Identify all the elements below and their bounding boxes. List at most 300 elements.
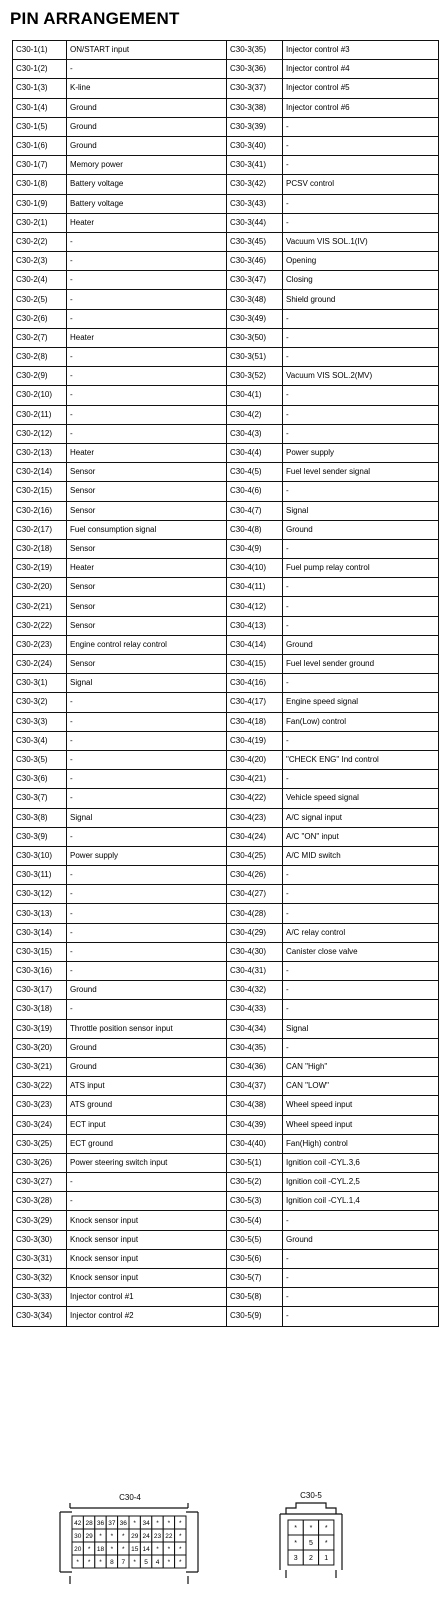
signal-right: Injector control #3	[283, 41, 439, 60]
signal-right: CAN "LOW"	[283, 1077, 439, 1096]
connector-pin-label: 29	[85, 1532, 93, 1540]
table-row	[13, 1192, 439, 1211]
signal-right: -	[283, 962, 439, 981]
terminal-left: C30-3(2)	[13, 693, 67, 712]
signal-left: K-line	[67, 79, 227, 98]
terminal-left: C30-2(18)	[13, 539, 67, 558]
table-row	[13, 539, 439, 558]
signal-left: -	[67, 904, 227, 923]
terminal-right: C30-3(37)	[227, 79, 283, 98]
terminal-right: C30-4(12)	[227, 597, 283, 616]
terminal-right: C30-5(2)	[227, 1173, 283, 1192]
signal-left: Signal	[67, 674, 227, 693]
terminal-left: C30-3(24)	[13, 1115, 67, 1134]
connector-pin-label: *	[179, 1558, 182, 1566]
signal-left: -	[67, 750, 227, 769]
terminal-right: C30-5(5)	[227, 1230, 283, 1249]
connector-pin-label: 22	[165, 1532, 173, 1540]
signal-right: Fan(Low) control	[283, 712, 439, 731]
table-row	[13, 827, 439, 846]
terminal-left: C30-2(16)	[13, 501, 67, 520]
terminal-right: C30-4(9)	[227, 539, 283, 558]
terminal-right: C30-4(5)	[227, 463, 283, 482]
table-row	[13, 271, 439, 290]
terminal-left: C30-3(14)	[13, 923, 67, 942]
terminal-left: C30-2(7)	[13, 328, 67, 347]
terminal-left: C30-3(22)	[13, 1077, 67, 1096]
signal-right: -	[283, 539, 439, 558]
signal-right: -	[283, 328, 439, 347]
signal-right: Ignition coil -CYL.3,6	[283, 1153, 439, 1172]
terminal-left: C30-2(3)	[13, 252, 67, 271]
terminal-right: C30-3(38)	[227, 98, 283, 117]
table-row	[13, 482, 439, 501]
connector-pin-label: *	[167, 1545, 171, 1553]
signal-right: Injector control #6	[283, 98, 439, 117]
terminal-right: C30-4(15)	[227, 655, 283, 674]
table-row	[13, 885, 439, 904]
signal-left: ATS ground	[67, 1096, 227, 1115]
signal-left: Sensor	[67, 655, 227, 674]
signal-right: -	[283, 482, 439, 501]
signal-right: -	[283, 405, 439, 424]
table-row	[13, 578, 439, 597]
terminal-right: C30-3(39)	[227, 117, 283, 136]
terminal-right: C30-4(14)	[227, 635, 283, 654]
terminal-right: C30-4(33)	[227, 1000, 283, 1019]
signal-right: -	[283, 1249, 439, 1268]
table-row	[13, 290, 439, 309]
connector-diagrams	[0, 1488, 446, 1600]
terminal-right: C30-5(7)	[227, 1269, 283, 1288]
terminal-left: C30-1(8)	[13, 175, 67, 194]
connector-pin-label: 5	[308, 1539, 313, 1547]
terminal-left: C30-3(15)	[13, 942, 67, 961]
terminal-left: C30-2(6)	[13, 309, 67, 328]
connector-pin-label: *	[179, 1532, 182, 1540]
connector-pin-label: *	[122, 1545, 125, 1553]
terminal-right: C30-4(30)	[227, 942, 283, 961]
signal-left: Battery voltage	[67, 175, 227, 194]
signal-right: Power supply	[283, 443, 439, 462]
terminal-left: C30-3(16)	[13, 962, 67, 981]
table-row	[13, 559, 439, 578]
signal-right: Injector control #5	[283, 79, 439, 98]
table-row	[13, 866, 439, 885]
signal-left: Knock sensor input	[67, 1249, 227, 1268]
signal-right: -	[283, 1000, 439, 1019]
connector-pin-label: 29	[131, 1532, 139, 1540]
terminal-right: C30-4(8)	[227, 520, 283, 539]
connector-pin-label: 30	[74, 1532, 82, 1540]
table-row	[13, 309, 439, 328]
terminal-left: C30-2(21)	[13, 597, 67, 616]
signal-right: -	[283, 1269, 439, 1288]
table-row	[13, 520, 439, 539]
signal-right: Fuel level sender ground	[283, 655, 439, 674]
table-row	[13, 750, 439, 769]
table-row	[13, 348, 439, 367]
table-row	[13, 1077, 439, 1096]
table-row	[13, 252, 439, 271]
connector-pin-label: *	[156, 1519, 159, 1527]
table-row	[13, 942, 439, 961]
terminal-left: C30-3(27)	[13, 1173, 67, 1192]
terminal-left: C30-2(20)	[13, 578, 67, 597]
signal-right: -	[283, 731, 439, 750]
signal-left: -	[67, 1173, 227, 1192]
connector-pin-label: *	[110, 1545, 114, 1553]
terminal-left: C30-2(2)	[13, 232, 67, 251]
connector-pin-label: *	[87, 1558, 91, 1566]
terminal-left: C30-1(7)	[13, 156, 67, 175]
terminal-left: C30-3(1)	[13, 674, 67, 693]
signal-right: Ground	[283, 520, 439, 539]
signal-right: -	[283, 1288, 439, 1307]
signal-left: -	[67, 424, 227, 443]
signal-right: Ground	[283, 635, 439, 654]
signal-right: -	[283, 616, 439, 635]
connector-pin-label: 42	[74, 1519, 82, 1527]
terminal-left: C30-2(9)	[13, 367, 67, 386]
terminal-right: C30-3(48)	[227, 290, 283, 309]
connector-c30-5-label: C30-5	[300, 1491, 322, 1500]
terminal-right: C30-5(9)	[227, 1307, 283, 1326]
signal-right: Fan(High) control	[283, 1134, 439, 1153]
terminal-left: C30-3(6)	[13, 770, 67, 789]
table-row	[13, 655, 439, 674]
terminal-left: C30-3(19)	[13, 1019, 67, 1038]
connector-pin-label: *	[122, 1532, 125, 1540]
connector-pin-label: *	[156, 1545, 159, 1553]
signal-left: Sensor	[67, 597, 227, 616]
terminal-left: C30-3(7)	[13, 789, 67, 808]
table-row	[13, 1173, 439, 1192]
connector-pin-label: 34	[142, 1519, 150, 1527]
table-row	[13, 712, 439, 731]
connector-pin-label: *	[76, 1558, 79, 1566]
signal-right: -	[283, 981, 439, 1000]
signal-left: Sensor	[67, 501, 227, 520]
connector-pin-label: 1	[324, 1554, 329, 1562]
signal-left: Ground	[67, 981, 227, 1000]
terminal-left: C30-3(5)	[13, 750, 67, 769]
table-row	[13, 1269, 439, 1288]
table-row	[13, 1038, 439, 1057]
terminal-right: C30-3(41)	[227, 156, 283, 175]
signal-right: Vacuum VIS SOL.1(IV)	[283, 232, 439, 251]
table-row	[13, 770, 439, 789]
table-row	[13, 117, 439, 136]
table-row	[13, 98, 439, 117]
terminal-right: C30-3(42)	[227, 175, 283, 194]
signal-left: Knock sensor input	[67, 1269, 227, 1288]
table-row	[13, 674, 439, 693]
connector-pin-label: 28	[85, 1519, 93, 1527]
terminal-left: C30-2(8)	[13, 348, 67, 367]
signal-right: -	[283, 136, 439, 155]
page-title: PIN ARRANGEMENT	[10, 9, 180, 28]
table-row	[13, 1000, 439, 1019]
connector-pin-label: *	[167, 1558, 171, 1566]
terminal-left: C30-2(4)	[13, 271, 67, 290]
table-row	[13, 693, 439, 712]
table-row	[13, 136, 439, 155]
signal-right: Ignition coil -CYL.2,5	[283, 1173, 439, 1192]
terminal-left: C30-2(19)	[13, 559, 67, 578]
signal-left: -	[67, 60, 227, 79]
terminal-left: C30-2(14)	[13, 463, 67, 482]
table-row	[13, 443, 439, 462]
signal-right: -	[283, 770, 439, 789]
terminal-left: C30-2(17)	[13, 520, 67, 539]
connector-c30-4-label: C30-4	[119, 1493, 141, 1502]
terminal-right: C30-4(38)	[227, 1096, 283, 1115]
connector-pin-label: 5	[144, 1558, 148, 1566]
terminal-left: C30-3(33)	[13, 1288, 67, 1307]
terminal-right: C30-4(6)	[227, 482, 283, 501]
terminal-right: C30-4(3)	[227, 424, 283, 443]
signal-right: -	[283, 885, 439, 904]
signal-right: CAN "High"	[283, 1057, 439, 1076]
terminal-left: C30-3(31)	[13, 1249, 67, 1268]
terminal-left: C30-3(12)	[13, 885, 67, 904]
terminal-left: C30-2(10)	[13, 386, 67, 405]
terminal-right: C30-4(7)	[227, 501, 283, 520]
terminal-left: C30-3(34)	[13, 1307, 67, 1326]
terminal-right: C30-5(3)	[227, 1192, 283, 1211]
signal-left: ON/START input	[67, 41, 227, 60]
terminal-left: C30-2(22)	[13, 616, 67, 635]
signal-right: Signal	[283, 1019, 439, 1038]
terminal-left: C30-3(10)	[13, 846, 67, 865]
signal-right: -	[283, 386, 439, 405]
terminal-right: C30-4(10)	[227, 559, 283, 578]
terminal-left: C30-3(21)	[13, 1057, 67, 1076]
terminal-left: C30-2(24)	[13, 655, 67, 674]
signal-left: -	[67, 770, 227, 789]
connector-pin-label: 18	[96, 1545, 105, 1553]
connector-pin-label: *	[133, 1519, 136, 1527]
signal-left: -	[67, 309, 227, 328]
terminal-left: C30-3(28)	[13, 1192, 67, 1211]
terminal-left: C30-2(5)	[13, 290, 67, 309]
terminal-left: C30-3(3)	[13, 712, 67, 731]
table-row	[13, 846, 439, 865]
connector-pin-label: 3	[293, 1554, 298, 1562]
connector-pin-label: *	[99, 1558, 102, 1566]
table-row	[13, 79, 439, 98]
terminal-right: C30-3(44)	[227, 213, 283, 232]
signal-left: -	[67, 962, 227, 981]
signal-left: Knock sensor input	[67, 1211, 227, 1230]
terminal-right: C30-3(45)	[227, 232, 283, 251]
pin-table-body	[13, 41, 439, 1327]
connector-pin-label: *	[309, 1524, 313, 1532]
terminal-right: C30-4(39)	[227, 1115, 283, 1134]
terminal-right: C30-4(20)	[227, 750, 283, 769]
signal-left: -	[67, 1000, 227, 1019]
table-row	[13, 789, 439, 808]
terminal-left: C30-3(17)	[13, 981, 67, 1000]
table-row	[13, 616, 439, 635]
terminal-right: C30-4(19)	[227, 731, 283, 750]
terminal-right: C30-4(34)	[227, 1019, 283, 1038]
signal-left: -	[67, 290, 227, 309]
table-row	[13, 41, 439, 60]
terminal-right: C30-5(4)	[227, 1211, 283, 1230]
terminal-left: C30-3(20)	[13, 1038, 67, 1057]
signal-left: Injector control #2	[67, 1307, 227, 1326]
signal-right: Engine speed signal	[283, 693, 439, 712]
connector-pin-label: 20	[74, 1545, 82, 1553]
connector-pin-label: *	[324, 1524, 328, 1532]
connector-pin-label: *	[167, 1519, 171, 1527]
signal-right: -	[283, 424, 439, 443]
signal-left: -	[67, 693, 227, 712]
terminal-right: C30-4(32)	[227, 981, 283, 1000]
terminal-right: C30-4(25)	[227, 846, 283, 865]
terminal-right: C30-5(6)	[227, 1249, 283, 1268]
connector-pin-label: 24	[142, 1532, 150, 1540]
table-row	[13, 904, 439, 923]
terminal-right: C30-4(37)	[227, 1077, 283, 1096]
connector-pin-label: 8	[110, 1558, 114, 1566]
signal-left: -	[67, 712, 227, 731]
terminal-left: C30-2(15)	[13, 482, 67, 501]
terminal-right: C30-4(16)	[227, 674, 283, 693]
signal-right: -	[283, 866, 439, 885]
terminal-left: C30-3(8)	[13, 808, 67, 827]
connector-pin-label: *	[110, 1532, 114, 1540]
terminal-right: C30-3(43)	[227, 194, 283, 213]
terminal-left: C30-1(2)	[13, 60, 67, 79]
terminal-right: C30-3(49)	[227, 309, 283, 328]
signal-right: Vehicle speed signal	[283, 789, 439, 808]
terminal-right: C30-3(35)	[227, 41, 283, 60]
signal-right: Closing	[283, 271, 439, 290]
signal-left: Heater	[67, 328, 227, 347]
terminal-left: C30-3(30)	[13, 1230, 67, 1249]
table-row	[13, 1019, 439, 1038]
signal-left: Battery voltage	[67, 194, 227, 213]
terminal-left: C30-1(4)	[13, 98, 67, 117]
table-row	[13, 213, 439, 232]
terminal-left: C30-1(9)	[13, 194, 67, 213]
signal-right: Injector control #4	[283, 60, 439, 79]
terminal-left: C30-2(23)	[13, 635, 67, 654]
table-row	[13, 1230, 439, 1249]
table-row	[13, 405, 439, 424]
table-row	[13, 1115, 439, 1134]
terminal-right: C30-3(47)	[227, 271, 283, 290]
signal-left: -	[67, 942, 227, 961]
terminal-right: C30-4(22)	[227, 789, 283, 808]
connector-pin-label: 23	[153, 1532, 162, 1540]
connector-c30-5	[280, 1491, 342, 1578]
signal-right: -	[283, 578, 439, 597]
signal-right: -	[283, 194, 439, 213]
table-row	[13, 1211, 439, 1230]
signal-left: -	[67, 866, 227, 885]
terminal-right: C30-3(50)	[227, 328, 283, 347]
table-row	[13, 1249, 439, 1268]
terminal-left: C30-3(18)	[13, 1000, 67, 1019]
signal-right: Signal	[283, 501, 439, 520]
signal-left: Fuel consumption signal	[67, 520, 227, 539]
signal-left: Sensor	[67, 463, 227, 482]
signal-right: Opening	[283, 252, 439, 271]
signal-right: PCSV control	[283, 175, 439, 194]
signal-left: Heater	[67, 443, 227, 462]
signal-left: Power steering switch input	[67, 1153, 227, 1172]
terminal-left: C30-3(32)	[13, 1269, 67, 1288]
table-row	[13, 232, 439, 251]
signal-left: Sensor	[67, 578, 227, 597]
table-row	[13, 1134, 439, 1153]
signal-left: -	[67, 386, 227, 405]
terminal-left: C30-3(9)	[13, 827, 67, 846]
connector-pin-label: *	[99, 1532, 102, 1540]
terminal-right: C30-4(35)	[227, 1038, 283, 1057]
signal-left: Throttle position sensor input	[67, 1019, 227, 1038]
signal-right: -	[283, 1211, 439, 1230]
signal-left: -	[67, 885, 227, 904]
signal-left: Ground	[67, 117, 227, 136]
table-row	[13, 1288, 439, 1307]
signal-left: Knock sensor input	[67, 1230, 227, 1249]
terminal-right: C30-4(1)	[227, 386, 283, 405]
signal-right: Fuel level sender signal	[283, 463, 439, 482]
connector-pin-label: 37	[108, 1519, 116, 1527]
table-row	[13, 175, 439, 194]
table-row	[13, 923, 439, 942]
table-row	[13, 367, 439, 386]
signal-left: -	[67, 1192, 227, 1211]
signal-right: Ground	[283, 1230, 439, 1249]
signal-left: Sensor	[67, 616, 227, 635]
signal-right: Shield ground	[283, 290, 439, 309]
terminal-right: C30-4(18)	[227, 712, 283, 731]
terminal-right: C30-3(52)	[227, 367, 283, 386]
signal-left: -	[67, 252, 227, 271]
signal-right: A/C MID switch	[283, 846, 439, 865]
signal-left: Power supply	[67, 846, 227, 865]
signal-right: -	[283, 1307, 439, 1326]
signal-left: -	[67, 789, 227, 808]
signal-right: -	[283, 117, 439, 136]
terminal-right: C30-4(24)	[227, 827, 283, 846]
connector-pin-label: *	[87, 1545, 91, 1553]
signal-right: -	[283, 348, 439, 367]
signal-left: Injector control #1	[67, 1288, 227, 1307]
table-row	[13, 1153, 439, 1172]
table-row	[13, 463, 439, 482]
terminal-left: C30-1(5)	[13, 117, 67, 136]
signal-left: Sensor	[67, 539, 227, 558]
signal-right: Wheel speed input	[283, 1096, 439, 1115]
signal-right: Ignition coil -CYL.1,4	[283, 1192, 439, 1211]
terminal-left: C30-2(12)	[13, 424, 67, 443]
connector-pin-label: 36	[119, 1519, 127, 1527]
signal-right: A/C relay control	[283, 923, 439, 942]
signal-left: Ground	[67, 1057, 227, 1076]
terminal-right: C30-4(26)	[227, 866, 283, 885]
signal-right: -	[283, 309, 439, 328]
connector-pin-label: 36	[96, 1519, 105, 1527]
terminal-left: C30-1(3)	[13, 79, 67, 98]
terminal-left: C30-3(4)	[13, 731, 67, 750]
